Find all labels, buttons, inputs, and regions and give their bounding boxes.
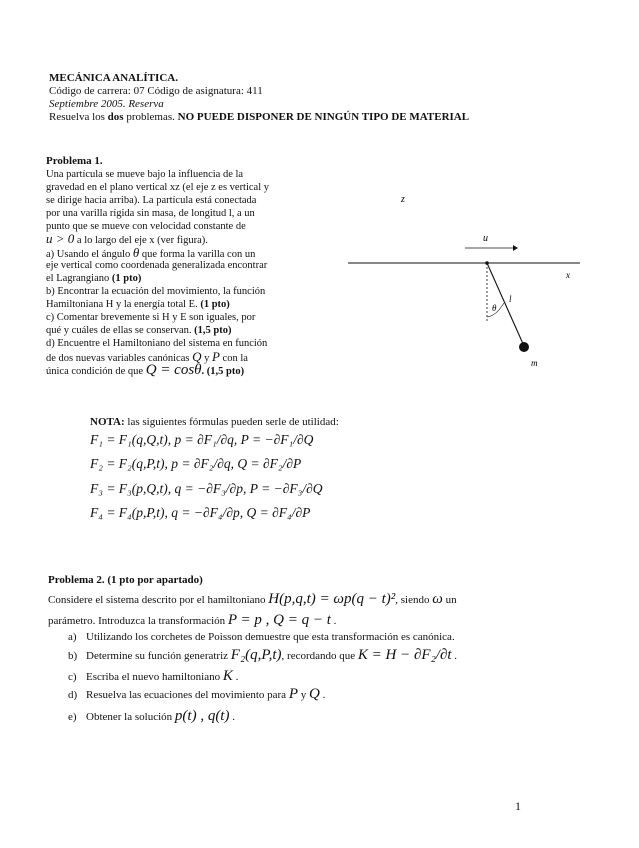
problem1-line: por una varilla rígida sin masa, de longitud l, a un	[46, 208, 255, 219]
omega-symbol: ω	[432, 591, 443, 607]
item-label: d)	[68, 689, 78, 701]
problem1-line: punto que se mueve con velocidad constante de	[46, 221, 246, 232]
points-badge: . (1,5 pto)	[201, 366, 245, 377]
problem1-line	[46, 298, 230, 311]
theta-symbol: θ	[132, 245, 140, 260]
instructions	[49, 111, 469, 124]
formula-f4: F₄ = F₄(p,P,t), q = −∂F₄/∂p, Q = ∂F₄/∂P	[90, 505, 311, 520]
problem2-item-c	[68, 668, 238, 685]
formula-f3: F₃ = F₃(p,Q,t), q = −∂F₃/∂p, P = −∂F₃/∂Q	[90, 481, 323, 496]
nota-line	[90, 416, 339, 428]
problem1-text: con la	[219, 353, 248, 364]
problem1-part-d: d) Encuentre el Hamiltoniano del sistema en función	[46, 338, 268, 349]
z-axis-label: z	[401, 194, 405, 205]
problem2-item-e	[68, 708, 235, 725]
mass-label: m	[531, 358, 538, 368]
problem1-text: qué y cuáles de ellas se conservan.	[46, 325, 195, 336]
x-axis-label: x	[566, 270, 570, 280]
p-symbol: P	[288, 686, 298, 702]
p-symbol: P	[211, 349, 220, 364]
q-symbol: Q	[309, 686, 320, 702]
item-text: Escriba el nuevo hamiltoniano	[86, 671, 223, 683]
item-text: .	[229, 711, 235, 723]
problem2-intro-2	[48, 612, 336, 629]
problem1-text: de dos nuevas variables canónicas	[46, 353, 193, 364]
problem1-part-c: c) Comentar brevemente si H y E son iguales, por	[46, 312, 256, 323]
pivot-point	[485, 261, 489, 265]
problem1-heading: Problema 1.	[46, 155, 103, 167]
problem1-line: se dirige hacia arriba). La partícula está conectada	[46, 195, 257, 206]
problem1-text: que forma la varilla con un	[139, 249, 256, 260]
theta-label: θ	[492, 303, 497, 313]
problem2-text: un	[442, 594, 457, 606]
item-text: .	[451, 650, 458, 662]
problem1-text: Hamiltoniana H y la energía total E.	[46, 299, 201, 310]
item-text: , recordando que	[281, 650, 358, 662]
problem1-text: el Lagrangiano	[46, 273, 112, 284]
velocity-arrowhead	[513, 245, 518, 251]
length-label: l	[509, 294, 512, 304]
exam-title: MECÁNICA ANALÍTICA.	[49, 72, 178, 84]
particle-mass	[519, 342, 529, 352]
problem1-line: Una partícula se mueve bajo la influencia de la	[46, 169, 244, 180]
formula-f2: F₂ = F₂(q,P,t), p = ∂F₂/∂q, Q = ∂F₂/∂P	[90, 456, 302, 471]
u-label: u	[483, 233, 488, 244]
item-text: .	[232, 671, 239, 683]
transformation-formula: P = p , Q = q − t	[227, 612, 331, 628]
page-number: 1	[515, 799, 521, 813]
problem2-text: , siendo	[395, 594, 433, 606]
instruction-bold-word: dos	[107, 111, 124, 123]
pendulum-figure	[340, 185, 600, 375]
formula-f1: F₁ = F₁(q,Q,t), p = ∂F₁/∂q, P = −∂F₁/∂Q	[90, 432, 314, 447]
item-text: Obtener la solución	[86, 711, 175, 723]
problem1-line	[46, 364, 244, 378]
points-badge: (1 pto)	[111, 273, 142, 284]
problem2-heading: Problema 2. (1 pto por apartado)	[48, 574, 203, 586]
problem2-intro	[48, 591, 457, 608]
points-badge: (1,5 pto)	[194, 325, 232, 336]
item-label: b)	[68, 650, 78, 662]
problem1-line: gravedad en el plano vertical xz (el eje z es vertical y	[46, 182, 270, 193]
hamiltonian-formula: H(p,q,t) = ωp(q − t)²	[268, 591, 396, 607]
problem1-line	[46, 324, 231, 337]
problem2-text: parámetro. Introduzca la transformación	[48, 615, 228, 627]
problem1-text: a) Usando el ángulo	[46, 249, 133, 260]
item-text: Determine su función generatriz	[86, 650, 231, 662]
points-badge: (1 pto)	[200, 299, 230, 310]
item-text: y	[298, 689, 309, 701]
problem1-text: única condición de que	[46, 366, 146, 377]
new-hamiltonian-formula: K = H − ∂F₂/∂t	[357, 647, 452, 663]
problem1-part-b: b) Encontrar la ecuación del movimiento, la función	[46, 286, 266, 297]
problem2-item-d	[68, 686, 325, 703]
problem2-text: .	[330, 615, 337, 627]
nota-label: NOTA:	[90, 416, 125, 428]
problem1-text: a lo largo del eje x (ver figura).	[74, 235, 208, 246]
problem1-line	[46, 232, 208, 247]
problem1-line: eje vertical como coordenada generalizada encontrar	[46, 260, 268, 271]
item-text: .	[319, 689, 326, 701]
item-label: e)	[68, 711, 77, 723]
problem2-item-b	[68, 647, 457, 664]
q-symbol: Q	[192, 349, 202, 364]
problem2-item-a	[68, 631, 455, 643]
instruction-mid: problemas.	[126, 111, 175, 123]
course-codes: Código de carrera: 07 Código de asignatura: 411	[49, 85, 263, 97]
instruction-prefix: Resuelva los	[49, 111, 105, 123]
exam-date: Septiembre 2005. Reserva	[49, 98, 164, 110]
instruction-warning: NO PUEDE DISPONER DE NINGÚN TIPO DE MATERIAL	[177, 111, 470, 123]
solution-functions: p(t) , q(t)	[174, 708, 230, 724]
item-text: Utilizando los corchetes de Poisson demuestre que esta transformación es canónica.	[86, 631, 455, 643]
q-condition: Q = cosθ	[145, 362, 202, 378]
nota-text: las siguientes fórmulas pueden serle de utilidad:	[124, 416, 339, 428]
k-symbol: K	[222, 668, 233, 684]
problem2-text: Considere el sistema descrito por el hamiltoniano	[48, 594, 269, 606]
item-label: c)	[68, 671, 77, 683]
velocity-condition: u > 0	[46, 231, 75, 246]
item-text: Resuelva las ecuaciones del movimiento para	[86, 689, 289, 701]
problem1-text: y	[201, 353, 212, 364]
generating-function: F₂(q,P,t)	[230, 647, 282, 663]
item-label: a)	[68, 631, 77, 643]
problem1-line	[46, 272, 141, 285]
